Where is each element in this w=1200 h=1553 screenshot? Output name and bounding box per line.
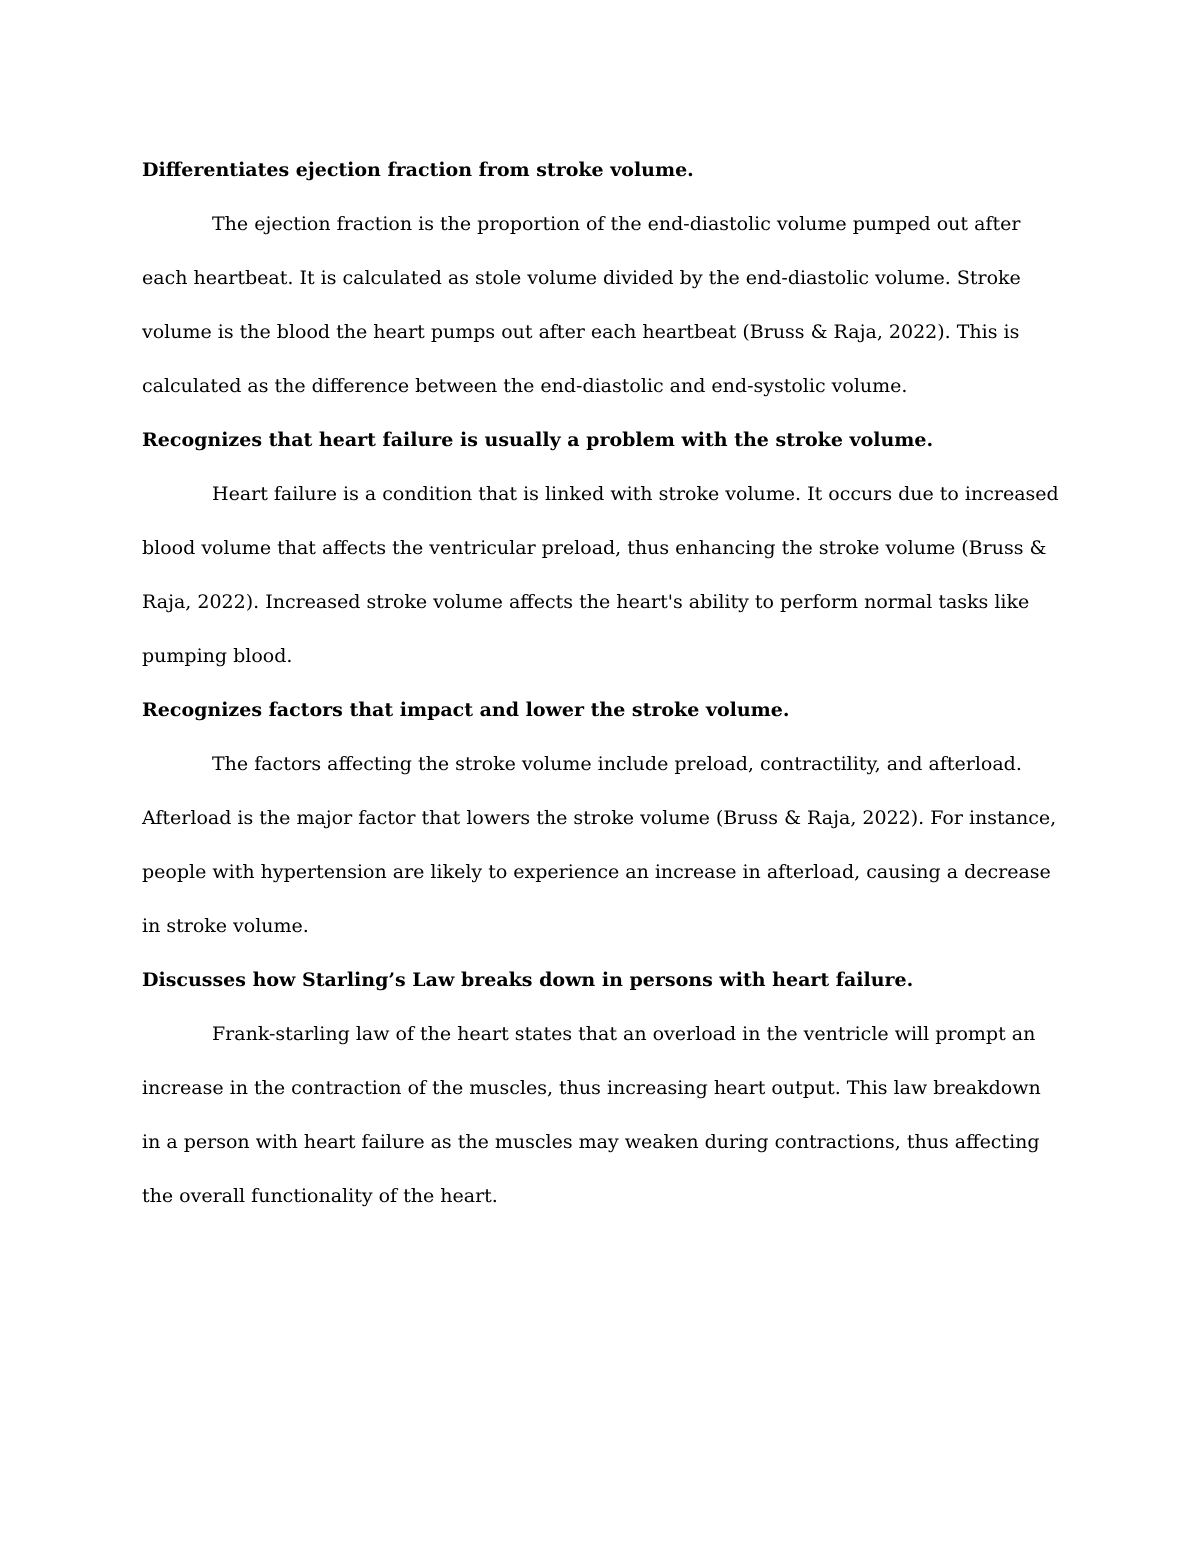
document-body — [142, 143, 1060, 1223]
section-heading-starlings-law: Discusses how Starling’s Law breaks down in persons with heart failure. — [142, 969, 914, 991]
section-paragraph-starlings-law: Frank-starling law of the heart states that an overload in the ventricle will prompt an increase in the contraction of the muscles, thus increasing heart output. This law breakdown in a person with heart failure as the muscles may weaken during contractions, thus affecting the overall functionality of the heart. — [142, 1023, 1041, 1207]
section-heading-ejection-fraction: Differentiates ejection fraction from stroke volume. — [142, 159, 694, 181]
section-heading-heart-failure: Recognizes that heart failure is usually a problem with the stroke volume. — [142, 429, 934, 451]
section-paragraph-stroke-factors: The factors affecting the stroke volume include preload, contractility, and afterload. Afterload is the major factor that lowers the stroke volume (Bruss & Raja, 2022). For instance, people with hypertension are likely to experience an increase in afterload, causing a decrease in stroke volume. — [142, 753, 1057, 937]
section-paragraph-ejection-fraction: The ejection fraction is the proportion of the end-diastolic volume pumped out after each heartbeat. It is calculated as stole volume divided by the end-diastolic volume. Stroke volume is the blood the heart pumps out after each heartbeat (Bruss & Raja, 2022). This is calculated as the difference between the end-diastolic and end-systolic volume. — [142, 213, 1021, 397]
section-heading-stroke-factors: Recognizes factors that impact and lower the stroke volume. — [142, 699, 790, 721]
section-paragraph-heart-failure: Heart failure is a condition that is linked with stroke volume. It occurs due to increased blood volume that affects the ventricular preload, thus enhancing the stroke volume (Bruss & Raja, 2022). Increased stroke volume affects the heart's ability to perform normal tasks like pumping blood. — [142, 483, 1059, 667]
